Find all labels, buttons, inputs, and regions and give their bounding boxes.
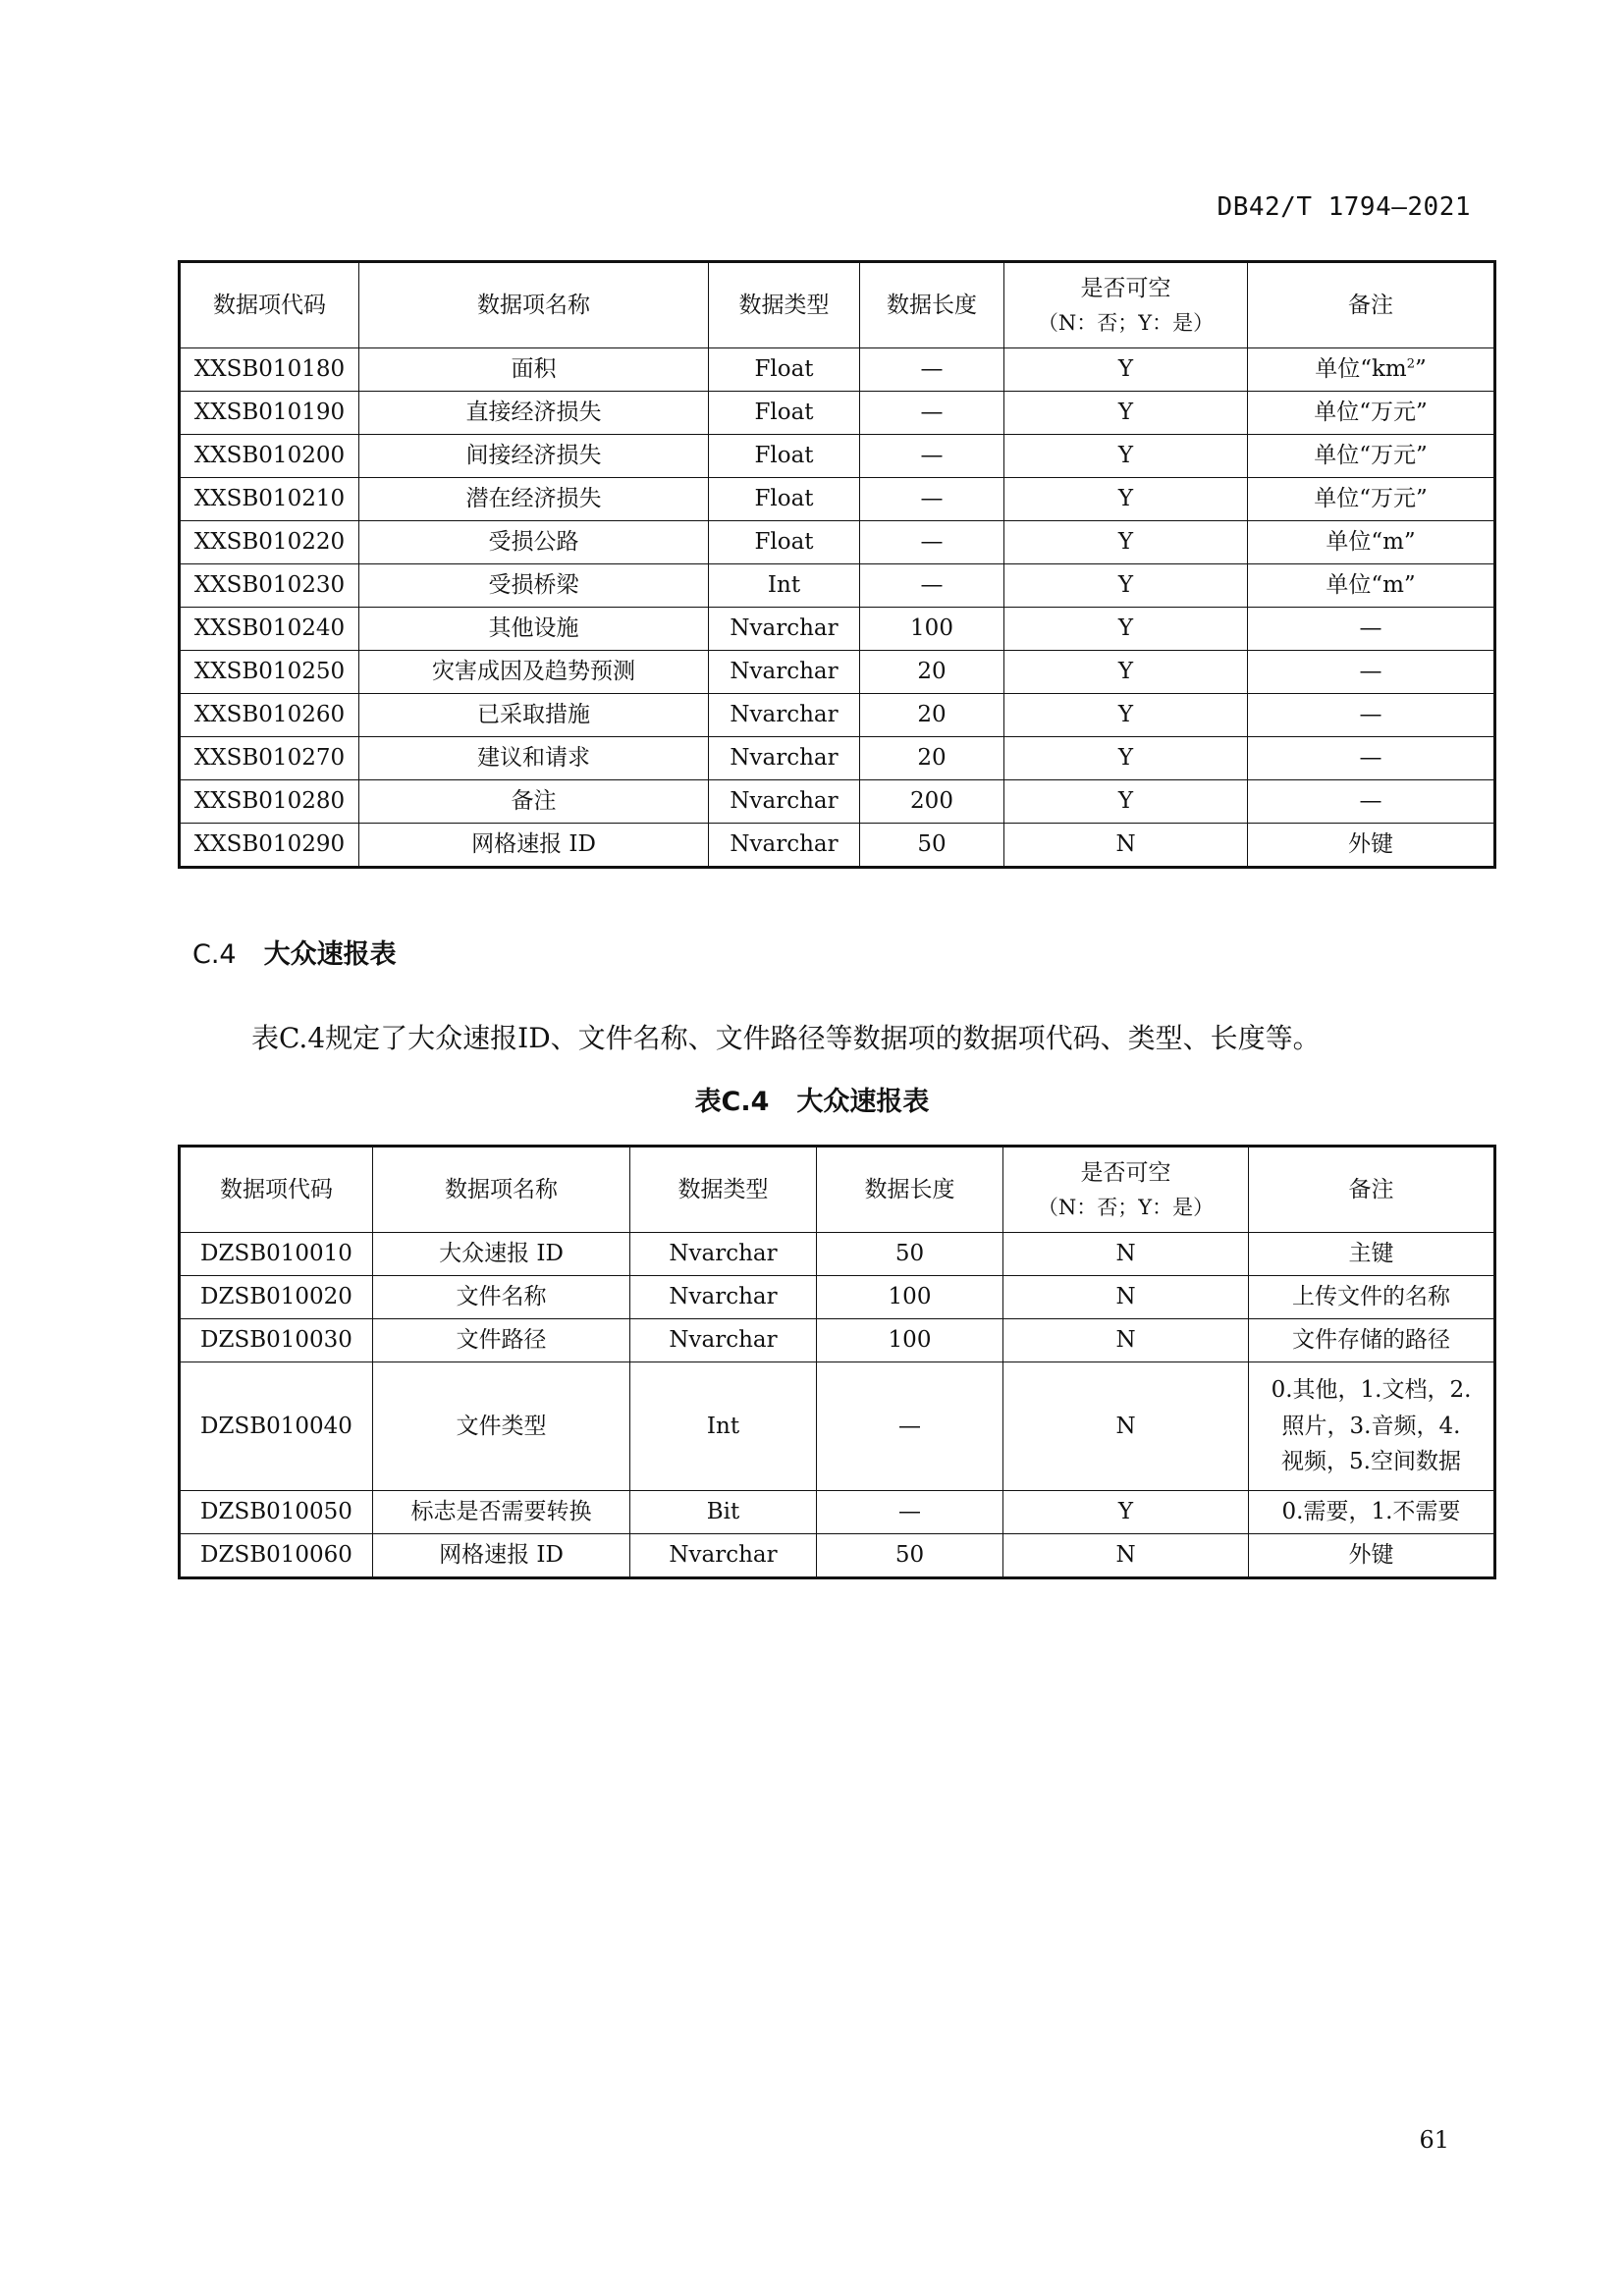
cell-name: 间接经济损失 (359, 435, 709, 478)
cell-note: 外键 (1248, 824, 1495, 868)
cell-name: 已采取措施 (359, 694, 709, 737)
cell-name: 文件名称 (373, 1276, 630, 1319)
cell-name: 其他设施 (359, 608, 709, 651)
cell-code: XXSB010250 (180, 651, 359, 694)
note-line: 0.其他，1.文档，2. (1271, 1376, 1472, 1403)
cell-type: Nvarchar (630, 1276, 817, 1319)
cell-note: 单位“万元” (1248, 478, 1495, 521)
table-row (180, 694, 1495, 737)
cell-length: 100 (817, 1319, 1003, 1362)
cell-note: — (1248, 651, 1495, 694)
cell-nullable: N (1003, 1276, 1249, 1319)
cell-type: Float (709, 348, 860, 392)
table-c4 (178, 1145, 1496, 1579)
cell-note (1248, 348, 1495, 392)
cell-note: 单位“m” (1248, 521, 1495, 564)
table-row (180, 608, 1495, 651)
header-note: 备注 (1248, 262, 1495, 348)
header-nullable-label: 是否可空 (1080, 1159, 1171, 1186)
table-row (180, 1362, 1495, 1491)
cell-length: 50 (860, 824, 1004, 868)
cell-nullable: Y (1004, 435, 1248, 478)
cell-type: Nvarchar (709, 824, 860, 868)
cell-note: — (1248, 737, 1495, 780)
cell-length: — (860, 478, 1004, 521)
note-line: 照片，3.音频，4. (1281, 1413, 1461, 1439)
header-code: 数据项代码 (180, 1147, 373, 1233)
cell-code: DZSB010060 (180, 1534, 373, 1578)
cell-type: Nvarchar (709, 737, 860, 780)
cell-length: — (860, 435, 1004, 478)
cell-note (1249, 1362, 1495, 1491)
caption-number: 表C.4 (694, 1087, 770, 1117)
cell-code: XXSB010260 (180, 694, 359, 737)
cell-length: 200 (860, 780, 1004, 824)
header-length: 数据长度 (817, 1147, 1003, 1233)
cell-length: 20 (860, 651, 1004, 694)
cell-name: 受损桥梁 (359, 564, 709, 608)
cell-name: 建议和请求 (359, 737, 709, 780)
cell-length: 100 (860, 608, 1004, 651)
table-row (180, 1319, 1495, 1362)
section-heading (192, 933, 397, 971)
table-row (180, 1534, 1495, 1578)
cell-length: — (817, 1362, 1003, 1491)
header-nullable-label: 是否可空 (1080, 275, 1171, 301)
cell-code: XXSB010220 (180, 521, 359, 564)
cell-note: 上传文件的名称 (1249, 1276, 1495, 1319)
cell-code: XXSB010290 (180, 824, 359, 868)
cell-nullable: Y (1004, 694, 1248, 737)
cell-length: — (860, 348, 1004, 392)
section-number: C.4 (192, 939, 237, 970)
note-line: 视频，5.空间数据 (1281, 1449, 1461, 1475)
cell-name: 受损公路 (359, 521, 709, 564)
note-superscript: 2 (1406, 356, 1416, 372)
cell-name: 网格速报 ID (373, 1534, 630, 1578)
cell-type: Nvarchar (709, 651, 860, 694)
cell-nullable: Y (1004, 608, 1248, 651)
cell-type: Float (709, 478, 860, 521)
table-row (180, 737, 1495, 780)
table-header-row (180, 262, 1495, 348)
cell-code: XXSB010190 (180, 392, 359, 435)
table-row (180, 1276, 1495, 1319)
cell-code: XXSB010270 (180, 737, 359, 780)
document-code: DB42/T 1794—2021 (1217, 192, 1471, 222)
table-row (180, 780, 1495, 824)
cell-name: 文件路径 (373, 1319, 630, 1362)
table-row (180, 478, 1495, 521)
table-c3 (178, 260, 1496, 869)
cell-length: — (817, 1491, 1003, 1534)
table-row (180, 392, 1495, 435)
cell-nullable: Y (1004, 521, 1248, 564)
table-row (180, 564, 1495, 608)
cell-note: 主键 (1249, 1233, 1495, 1276)
header-nullable-legend: （N：否；Y：是） (1037, 1195, 1215, 1219)
table-row (180, 824, 1495, 868)
cell-note: 单位“万元” (1248, 435, 1495, 478)
table-header-row (180, 1147, 1495, 1233)
cell-code: DZSB010040 (180, 1362, 373, 1491)
header-nullable-legend: （N：否；Y：是） (1037, 310, 1215, 335)
cell-length: 50 (817, 1233, 1003, 1276)
cell-nullable: N (1003, 1534, 1249, 1578)
caption-title: 大众速报表 (796, 1087, 930, 1117)
cell-nullable: Y (1004, 564, 1248, 608)
note-text-end: ” (1415, 356, 1427, 383)
table-caption (0, 1080, 1624, 1118)
cell-nullable: Y (1003, 1491, 1249, 1534)
cell-name: 面积 (359, 348, 709, 392)
cell-nullable: Y (1004, 737, 1248, 780)
cell-nullable: Y (1004, 478, 1248, 521)
header-type: 数据类型 (709, 262, 860, 348)
cell-length: 100 (817, 1276, 1003, 1319)
cell-code: XXSB010180 (180, 348, 359, 392)
cell-type: Float (709, 435, 860, 478)
cell-nullable: N (1004, 824, 1248, 868)
cell-note: — (1248, 608, 1495, 651)
cell-note: — (1248, 694, 1495, 737)
cell-type: Nvarchar (709, 694, 860, 737)
table-row (180, 1491, 1495, 1534)
cell-code: XXSB010210 (180, 478, 359, 521)
cell-type: Nvarchar (630, 1319, 817, 1362)
table-row (180, 1233, 1495, 1276)
cell-code: DZSB010010 (180, 1233, 373, 1276)
cell-type: Nvarchar (709, 608, 860, 651)
cell-note: 单位“m” (1248, 564, 1495, 608)
cell-type: Int (709, 564, 860, 608)
header-name: 数据项名称 (373, 1147, 630, 1233)
cell-length: — (860, 521, 1004, 564)
cell-code: DZSB010020 (180, 1276, 373, 1319)
cell-name: 灾害成因及趋势预测 (359, 651, 709, 694)
cell-name: 网格速报 ID (359, 824, 709, 868)
cell-type: Bit (630, 1491, 817, 1534)
cell-nullable: N (1003, 1319, 1249, 1362)
header-note: 备注 (1249, 1147, 1495, 1233)
cell-note: 文件存储的路径 (1249, 1319, 1495, 1362)
cell-nullable: Y (1004, 651, 1248, 694)
body-paragraph: 表C.4规定了大众速报ID、文件名称、文件路径等数据项的数据项代码、类型、长度等。 (251, 1022, 1321, 1054)
cell-length: 50 (817, 1534, 1003, 1578)
cell-code: XXSB010230 (180, 564, 359, 608)
cell-code: XXSB010200 (180, 435, 359, 478)
cell-nullable: Y (1004, 780, 1248, 824)
cell-nullable: N (1003, 1362, 1249, 1491)
page-number: 61 (1419, 2126, 1449, 2154)
header-nullable (1003, 1147, 1249, 1233)
cell-name: 大众速报 ID (373, 1233, 630, 1276)
cell-type: Nvarchar (630, 1534, 817, 1578)
cell-note: 外键 (1249, 1534, 1495, 1578)
table-row (180, 651, 1495, 694)
cell-length: 20 (860, 694, 1004, 737)
cell-length: — (860, 392, 1004, 435)
cell-nullable: Y (1004, 392, 1248, 435)
cell-code: DZSB010030 (180, 1319, 373, 1362)
cell-name: 潜在经济损失 (359, 478, 709, 521)
cell-note: 单位“万元” (1248, 392, 1495, 435)
cell-code: DZSB010050 (180, 1491, 373, 1534)
section-title: 大众速报表 (263, 939, 397, 970)
header-code: 数据项代码 (180, 262, 359, 348)
header-name: 数据项名称 (359, 262, 709, 348)
cell-code: XXSB010240 (180, 608, 359, 651)
note-text: 单位“km (1315, 356, 1407, 383)
cell-code: XXSB010280 (180, 780, 359, 824)
cell-type: Nvarchar (709, 780, 860, 824)
header-type: 数据类型 (630, 1147, 817, 1233)
cell-length: 20 (860, 737, 1004, 780)
cell-name: 标志是否需要转换 (373, 1491, 630, 1534)
table-row (180, 348, 1495, 392)
header-nullable (1004, 262, 1248, 348)
cell-nullable: N (1003, 1233, 1249, 1276)
cell-type: Float (709, 521, 860, 564)
table-row (180, 521, 1495, 564)
cell-nullable: Y (1004, 348, 1248, 392)
cell-name: 直接经济损失 (359, 392, 709, 435)
cell-name: 备注 (359, 780, 709, 824)
cell-type: Nvarchar (630, 1233, 817, 1276)
cell-note: — (1248, 780, 1495, 824)
cell-name: 文件类型 (373, 1362, 630, 1491)
header-length: 数据长度 (860, 262, 1004, 348)
cell-length: — (860, 564, 1004, 608)
table-row (180, 435, 1495, 478)
cell-type: Int (630, 1362, 817, 1491)
cell-note: 0.需要，1.不需要 (1249, 1491, 1495, 1534)
cell-type: Float (709, 392, 860, 435)
